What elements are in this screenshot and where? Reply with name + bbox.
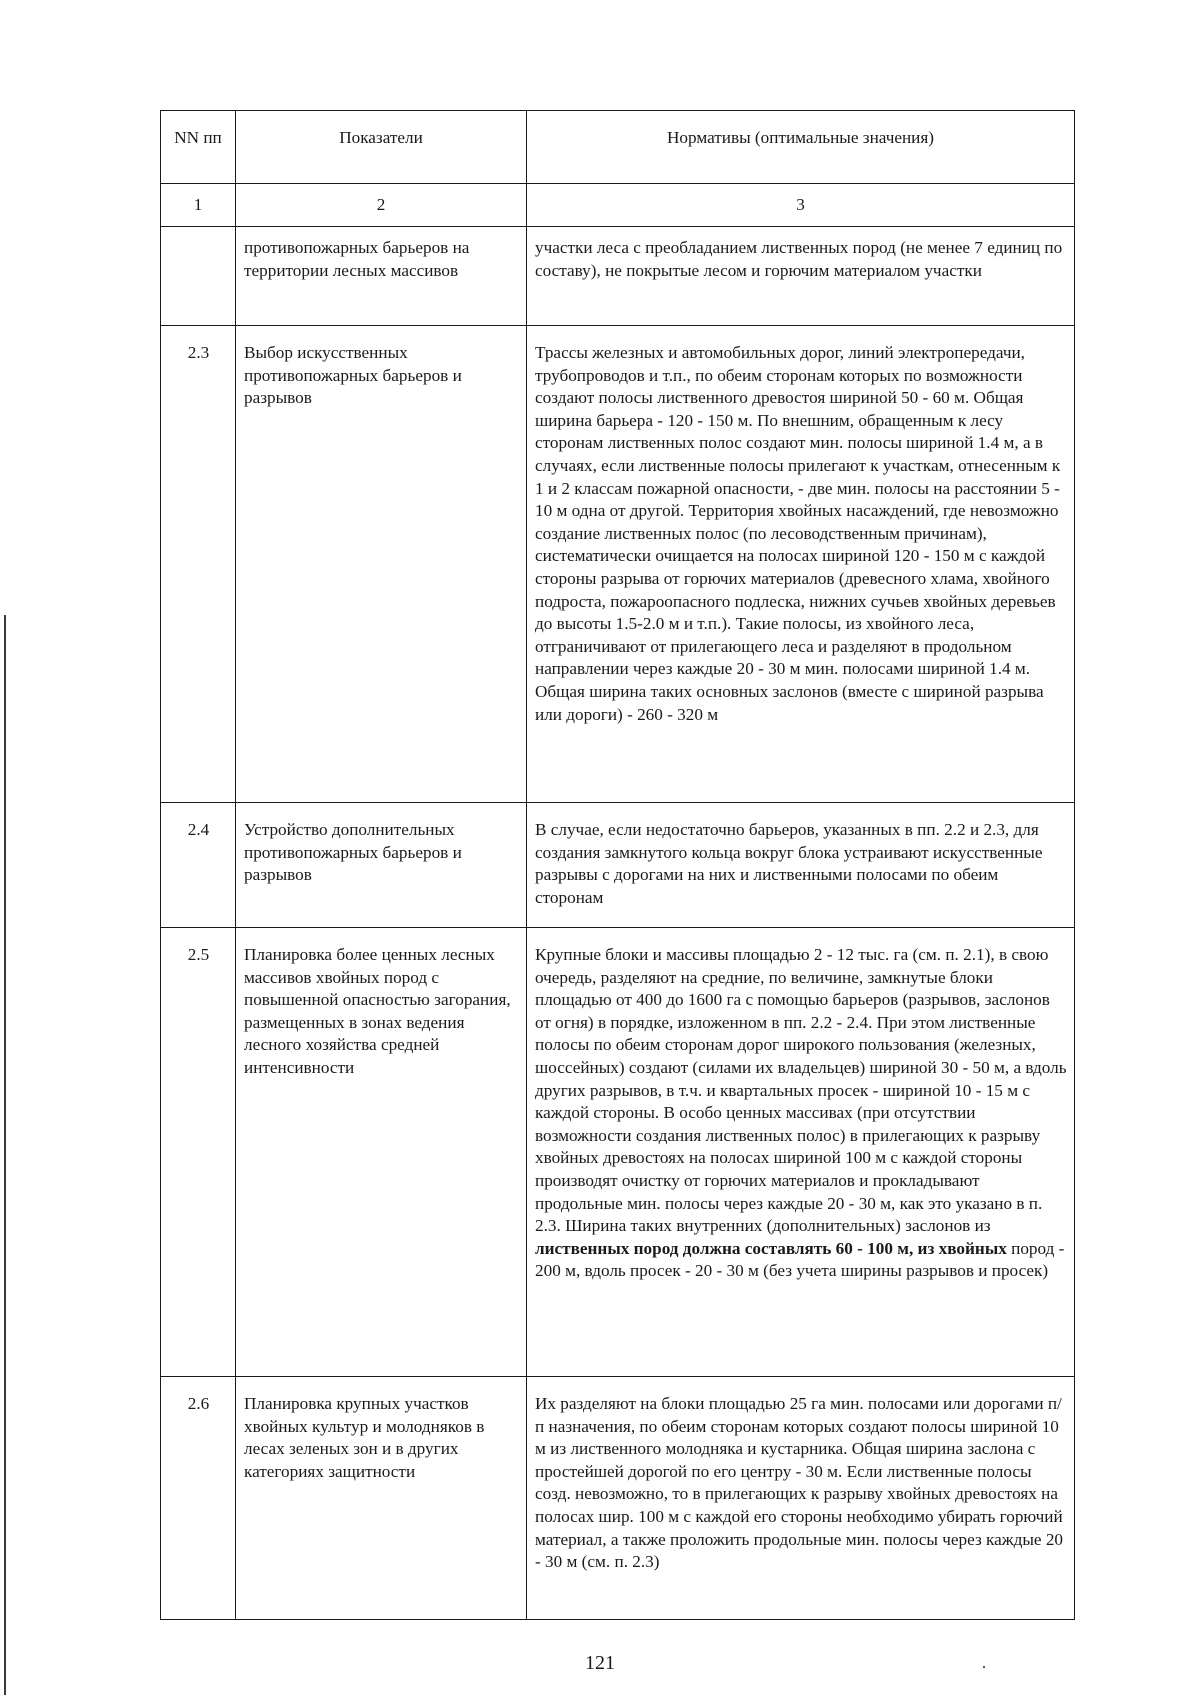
- norms-table-wrapper: [160, 110, 1074, 1620]
- header-indicators: Показатели: [236, 111, 527, 184]
- table-row: [161, 326, 1075, 803]
- table-row-continuation: [161, 227, 1075, 326]
- column-number-3: 3: [527, 184, 1075, 227]
- row-norm-part: Крупные блоки и массивы площадью 2 - 12 тыс. га (см. п. 2.1), в свою очередь, разделяют на средние, по величине, замкнутые блоки площадью от 400 до 1600 га с помощью барьеров (разрывов, заслонов от огня) в порядке, изложенном в пп. 2.2 - 2.4. При этом лиственные полосы по обеим сторонам дорог широкого пользования (железных, шоссейных) создают (силами их владельцев) шириной 30 - 50 м, а вдоль других разрывов, в т.ч. и квартальных просек - шириной 10 - 15 м с каждой стороны. В особо ценных массивах (при отсутствии возможности создания лиственных полос) в прилегающих к разрыву хвойных древостоях на полосах шириной 100 м с каждой стороны производят очистку от горючих материалов и прокладывают продольные мин. полосы через каждые 20 - 30 м, как это указано в п. 2.3. Ширина таких внутренних (дополнительных) заслонов из: [535, 945, 1067, 1236]
- column-number-2: 2: [236, 184, 527, 227]
- row-number-empty: [161, 227, 236, 326]
- row-number: 2.3: [161, 326, 236, 803]
- header-nn: NN пп: [161, 111, 236, 184]
- row-number: 2.6: [161, 1377, 236, 1620]
- column-number-1: 1: [161, 184, 236, 227]
- row-norm: Трассы железных и автомобильных дорог, линий электропередачи, трубопроводов и т.п., по обеим сторонам которых по возможности создают полосы лиственного древостоя шириной 50 - 60 м. Общая ширина барьера - 120 - 150 м. По внешним, обращенным к лесу сторонам лиственных полос создают мин. полосы шириной 1.4 м, а в случаях, если лиственные полосы прилегают к участкам, отнесенным к 1 и 2 классам пожарной опасности, - две мин. полосы на расстоянии 5 - 10 м одна от другой. Территория хвойных насаждений, где невозможно создание лиственных полос (по лесоводственным причинам), систематически очищается на полосах шириной 120 - 150 м с каждой стороны разрыва от горючих материалов (древесного хлама, хвойного подроста, пожароопасного подлеска, нижних сучьев хвойных деревьев до высоты 1.5-2.0 м и т.п.). Такие полосы, из хвойного леса, отграничивают от прилегающего леса и разделяют в продольном направлении через каждые 20 - 30 м мин. полосами шириной 1.4 м. Общая ширина таких основных заслонов (вместе с шириной разрыва или дороги) - 260 - 320 м: [527, 326, 1075, 803]
- row-norm-part-bold: лиственных пород должна составлять 60 - 100 м, из хвойных: [535, 1238, 1007, 1258]
- row-norm-part: пород - 200 м, вдоль просек - 20 - 30 м (без учета ширины разрывов и просек): [535, 1238, 1065, 1281]
- row-indicator: Планировка более ценных лесных массивов хвойных пород с повышенной опасностью загорания, размещенных в зонах ведения лесного хозяйства средней интенсивности: [236, 928, 527, 1377]
- scan-artifact-line: [4, 615, 6, 1695]
- column-numbering-row: [161, 184, 1075, 227]
- row-norm: участки леса с преобладанием лиственных пород (не менее 7 единиц по составу), не покрытые лесом и горючим материалом участки: [527, 227, 1075, 326]
- norms-table: [160, 110, 1075, 1620]
- row-number: 2.4: [161, 803, 236, 928]
- table-row: [161, 928, 1075, 1377]
- row-indicator: Планировка крупных участков хвойных культур и молодняков в лесах зеленых зон и в других категориях защитности: [236, 1377, 527, 1620]
- row-indicator: противопожарных барьеров на территории лесных массивов: [236, 227, 527, 326]
- row-number: 2.5: [161, 928, 236, 1377]
- table-header-row: [161, 111, 1075, 184]
- table-row: [161, 1377, 1075, 1620]
- header-norms: Нормативы (оптимальные значения): [527, 111, 1075, 184]
- row-norm: [527, 928, 1075, 1377]
- table-row: [161, 803, 1075, 928]
- page-number: 121: [585, 1652, 615, 1674]
- row-norm: В случае, если недостаточно барьеров, указанных в пп. 2.2 и 2.3, для создания замкнутого кольца вокруг блока устраивают искусственные разрывы с дорогами на них и лиственными полосами по обеим сторонам: [527, 803, 1075, 928]
- row-indicator: Выбор искусственных противопожарных барьеров и разрывов: [236, 326, 527, 803]
- row-norm: Их разделяют на блоки площадью 25 га мин. полосами или дорогами п/п назначения, по обеим сторонам которых создают полосы шириной 10 м из лиственного молодняка и кустарника. Общая ширина заслона с простейшей дорогой по его центру - 30 м. Если лиственные полосы созд. невозможно, то в прилегающих к разрыву хвойных древостоях на полосах шир. 100 м с каждой его стороны необходимо убирать горючий материал, а также проложить продольные мин. полосы через каждые 20 - 30 м (см. п. 2.3): [527, 1377, 1075, 1620]
- row-indicator: Устройство дополнительных противопожарных барьеров и разрывов: [236, 803, 527, 928]
